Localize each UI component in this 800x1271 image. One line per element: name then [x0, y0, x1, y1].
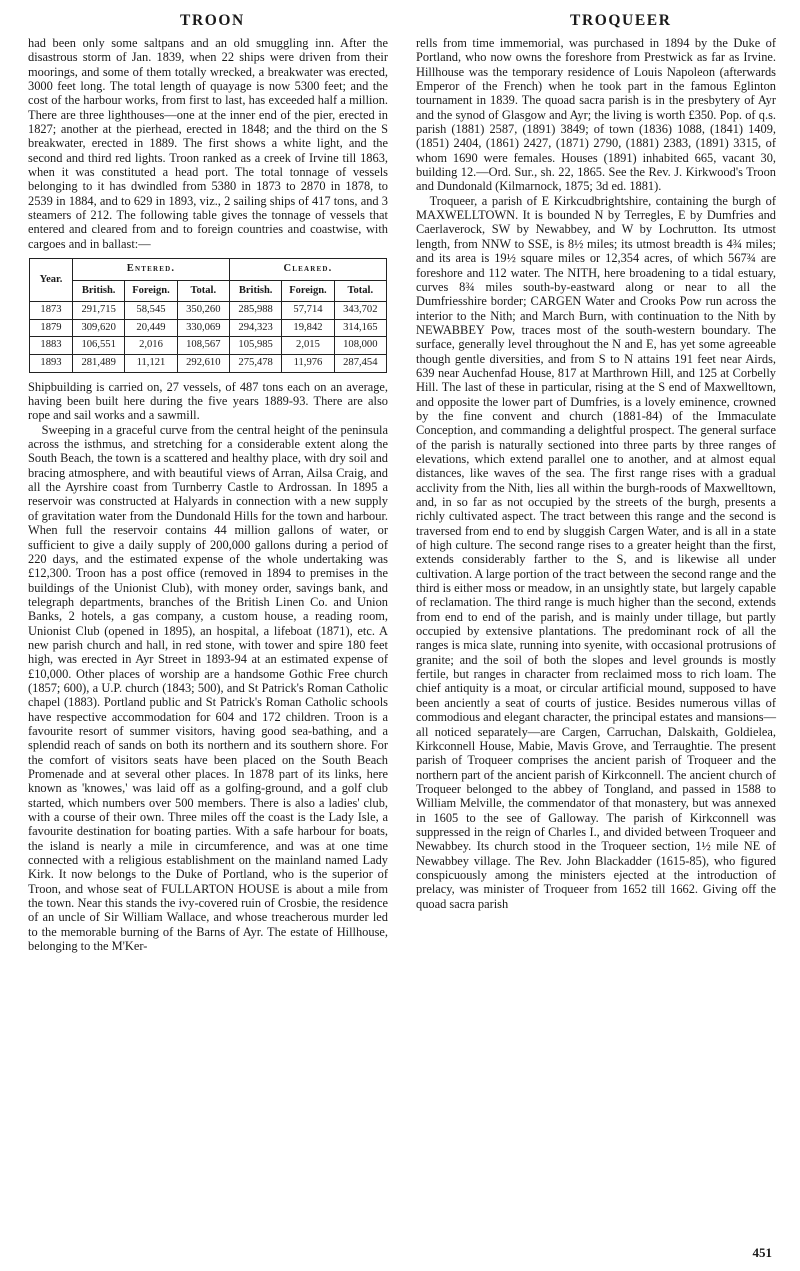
table-cell-year: 1893	[30, 355, 73, 373]
running-head-right: TROQUEER	[570, 12, 672, 29]
paragraph-troqueer-entry: Troqueer, a parish of E Kirkcudbrightshire, containing the burgh of MAXWELLTOWN. It is bounded N by Terregles, E by Dumfries and Caerlaverock, SW by Newabbey, and W by Lochrutton. Its utmost length, from NNW to SSE, is 8½ miles; its utmost breadth is 4¾ miles; and its area is 19½ square miles or 12,354 acres, of which 567¾ are foreshore and 112 water. The NITH, here broadening to a tidal estuary, curves 8¾ miles south-by-eastward along or near to all the Dumfriesshire border; CARGEN Water and Crooks Pow run across the interior to the Nith; and March Burn, with continuation to the Nith by NEWABBEY Pow, traces most of the south-western boundary. The surface, generally level throughout the N and E, has yet some agreeable though gentle diversities, and from S to N attains 191 feet near Airds, 639 near Auchenfad House, 817 at Marthrown Hill, and 125 at Corbelly Hill. The last of these in particular, rising at the S end of Maxwelltown, and opposite the lower part of Dumfries, is a lovely eminence, crowned by the fine convent and church (1881-84) of the Immaculate Conception, and commanding a delightful prospect. The general surface of the parish is naturally sectioned into three parts by three ranges of elevations, which extend parallel one to another, and at almost equal distances, like waves of the sea. The first range rises with a gradual acclivity from the Nith, lies all within the burgh-roods of Maxwelltown, and, in so far as not occupied by the streets of the burgh, presents a richly cultivated aspect. The tract between this range and the second is traversed from end to end by sluggish Cargen Water, and is all in a state of high culture. The second range rises to a greater height than the first, extends considerably farther to the S, and is likewise all under cultivation. A large portion of the tract between the second range and the third is either moss or meadow, in an unsightly state, but largely capable of reclamation. The third range is much higher than the second, extends from end to end of the parish, and is mainly under tillage, but partly occupied by extensive plantations. The predominant rock of all the ranges is mica slate, running into syenite, with occasional protrusions of granite; and the soil of both the slopes and level grounds is mostly fertile, but ranges in character from reclaimed moss to rich loam. The chief antiquity is a moat, or circular artificial mound, supposed to have been anciently a seat of courts of justice. Besides numerous villas of commodious and elegant character, the principal estates and mansions—all noticed separately—are Cargen, Carruchan, Dalskaith, Goldielea, Kirkconnell House, Mabie, Mavis Grove, and Terraughtie. The present parish of Troqueer comprises the ancient parish of Troqueer and the northern part of the ancient parish of Kirkconnell. The ancient church of Troqueer belonged to the abbey of Tongland, and passed in 1588 to William Melville, the commendator of that monastery, but was annexed in 1605 to the see of Galloway. The parish of Kirkconnell was suppressed in the reign of Charles I., and divided between Troqueer and Newabbey. Its church stood in the Troqueer section, 1½ mile NE of Newabbey village. The Rev. John Blackadder (1615-85), who figured conspicuously among the ministers ejected at the introduction of prelacy, was minister of Troqueer from 1652 till 1662. Giving off the quoad sacra parish	[416, 193, 777, 911]
table-cell: 309,620	[73, 319, 125, 337]
table-cell: 11,976	[282, 355, 334, 373]
right-column	[416, 36, 776, 953]
table-column-header: British.	[229, 280, 281, 301]
table-cell: 292,610	[177, 355, 229, 373]
table-cell: 57,714	[282, 301, 334, 319]
table-column-header: Foreign.	[125, 280, 177, 301]
table-cell: 314,165	[334, 319, 386, 337]
table-column-header: British.	[73, 280, 125, 301]
table-cell: 2,016	[125, 337, 177, 355]
table-cell: 108,567	[177, 337, 229, 355]
paragraph: Sweeping in a graceful curve from the central height of the peninsula across the isthmus, and stretching for a considerable extent along the South Beach, the town is a scattered and healthy place, with dry soil and bracing atmosphere, and with beautiful views of Arran, Ailsa Craig, and all the Ayrshire coast from Turnberry Castle to Ardrossan. In 1895 a reservoir was constructed at Halyards in connection with a new supply of gravitation water from the Dundonald Hills for the town and harbour. When full the reservoir contains 44 million gallons of water, or sufficient to give a daily supply of 200,000 gallons during a period of 220 days, and the estimated expense of the whole undertaking was £12,300. Troon has a post office (removed in 1894 to premises in the buildings of the Unionist Club), with money order, savings bank, and telegraph departments, branches of the British Linen Co. and Union Banks, 2 hotels, a gas company, a custom house, a reading room, Unionist Club (opened in 1895), an hospital, a lifeboat (1871), etc. A new parish church and hall, in red stone, with tower and spire 180 feet high, was erected in Ayr Street in 1893-94 at an estimated expense of £10,000. Other places of worship are a handsome Gothic Free church (1857; 600), a U.P. church (1843; 500), and St Patrick's Roman Catholic chapel (1883). Portland public and St Patrick's Roman Catholic schools have respective accommodation for 604 and 172 children. Troon is a favourite resort of summer visitors, having good sea-bathing, and a splendid reach of sands on both its northern and its southern shore. For the comfort of visitors seats have been placed on the South Beach Promenade and at several other places. In 1878 part of its links, here known as 'knowes,' was laid off as a golfing-ground, and a golf club started, which numbers over 500 members. There is also a ladies' club, with a course of their own. Three miles off the coast is the Lady Isle, a favourite destination for boating parties. With a safe harbour for boats, the island is nearly a mile in circumference, and was at one time connected with a religious establishment on the mainland named Lady Kirk. It now belongs to the Duke of Portland, who is the superior of Troon, and whose seat of FULLARTON HOUSE is about a mile from the town. Near this stands the ivy-covered ruin of Crosbie, the residence of an uncle of Sir William Wallace, and whose treacherous murder led to the memorable burning of the Barns of Ayr. The estate of Hillhouse, belonging to the M'Ker-	[28, 422, 388, 954]
table-cell: 58,545	[125, 301, 177, 319]
table-cell: 105,985	[229, 337, 281, 355]
tonnage-table	[29, 258, 387, 373]
table-cell: 343,702	[334, 301, 386, 319]
table-cell-year: 1879	[30, 319, 73, 337]
table-group-header-cleared: Cleared.	[229, 259, 386, 280]
table-cell-year: 1883	[30, 337, 73, 355]
table-corner-cell: Year.	[30, 259, 73, 302]
table-group-header-entered: Entered.	[73, 259, 230, 280]
table-column-header: Total.	[177, 280, 229, 301]
table-cell: 275,478	[229, 355, 281, 373]
running-head-left: TROON	[180, 12, 245, 29]
page-number: 451	[752, 1245, 772, 1260]
table-cell: 350,260	[177, 301, 229, 319]
table-cell: 19,842	[282, 319, 334, 337]
table-row	[30, 319, 387, 337]
table-cell: 2,015	[282, 337, 334, 355]
table-cell: 291,715	[73, 301, 125, 319]
table-cell: 294,323	[229, 319, 281, 337]
table-row	[30, 301, 387, 319]
tonnage-table-wrapper	[28, 251, 388, 380]
paragraph: rells from time immemorial, was purchased in 1894 by the Duke of Portland, who now owns the foreshore from Prestwick as far as Irvine. Hillhouse was the temporary residence of Louis Napoleon (afterwards Emperor of the French) when he took part in the famous Eglinton tournament in 1839. The quoad sacra parish is in the presbytery of Ayr and the synod of Glasgow and Ayr; the living is worth £350. Pop. of q.s. parish (1881) 2587, (1891) 3849; of town (1836) 1088, (1841) 1409, (1851) 2404, (1861) 2427, (1871) 2790, (1881) 2383, (1891) 3315, of whom 1690 were females. Houses (1891) inhabited 665, vacant 30, building 12.—Ord. Sur., sh. 22, 1865. See the Rev. J. Kirkwood's Troon and Dundonald (Kilmarnock, 1875; 3d ed. 1881).	[416, 36, 776, 194]
table-cell: 11,121	[125, 355, 177, 373]
table-cell: 287,454	[334, 355, 386, 373]
table-cell: 285,988	[229, 301, 281, 319]
table-row	[30, 337, 387, 355]
table-column-header: Foreign.	[282, 280, 334, 301]
table-cell: 281,489	[73, 355, 125, 373]
table-row	[30, 355, 387, 373]
two-column-body	[28, 36, 776, 953]
table-cell: 106,551	[73, 337, 125, 355]
paragraph: had been only some saltpans and an old smuggling inn. After the disastrous storm of Jan. 1839, when 22 ships were driven from their moorings, and some of them totally wrecked, a breakwater was erected, 3000 feet long. The total length of quayage is now 5300 feet; and the cost of the harbour works, from first to last, has exceeded half a million. There are three lighthouses—one at the inner end of the pier, erected in 1827; another at the pierhead, erected in 1848; and the third on the S breakwater, erected in 1889. The first shows a white light, and the second and third red lights. Troon ranked as a creek of Irvine till 1863, when it was constituted a head port. The total tonnage of vessels belonging to it has dwindled from 5380 in 1873 to 2870 in 1878, to 2539 in 1884, and to 629 in 1893, viz., 2 sailing ships of 417 tons, and 3 steamers of 212. The following table gives the tonnage of vessels that entered and cleared from and to foreign countries and coastwise, with cargoes and in ballast:—	[28, 36, 388, 251]
left-column	[28, 36, 388, 953]
table-cell: 20,449	[125, 319, 177, 337]
table-cell: 108,000	[334, 337, 386, 355]
table-cell-year: 1873	[30, 301, 73, 319]
table-column-header: Total.	[334, 280, 386, 301]
table-cell: 330,069	[177, 319, 229, 337]
running-head	[0, 12, 800, 32]
paragraph: Shipbuilding is carried on, 27 vessels, of 487 tons each on an average, having been built here during the five years 1889-93. There are also rope and sail works and a sawmill.	[28, 379, 388, 423]
